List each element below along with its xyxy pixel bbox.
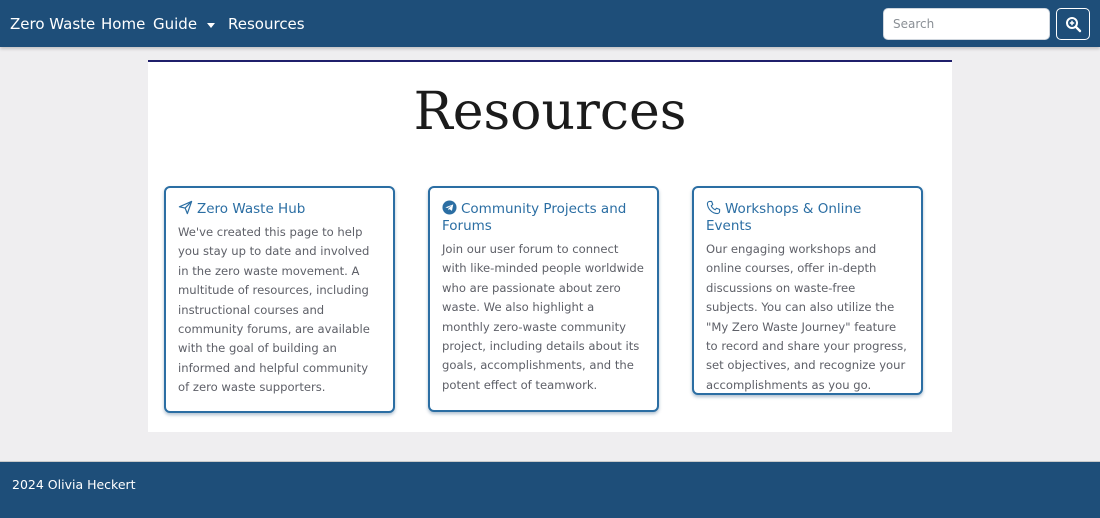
page-footer (0, 461, 1100, 518)
card-title-text: Workshops & Online Events (706, 201, 862, 234)
card-description: We've created this page to help you stay up to date and involved in the zero waste movement. A multitude of resources, including instructional courses and community forums, are available with the goal of building an informed and helpful community of zero waste supporters. (178, 225, 370, 395)
card-title (442, 200, 645, 235)
caret-down-icon[interactable] (204, 17, 218, 31)
paper-plane-icon (178, 200, 193, 215)
telegram-icon (442, 200, 457, 215)
nav-resources-link[interactable]: Resources (228, 15, 305, 33)
brand-link[interactable]: Zero Waste (10, 15, 96, 33)
card-title-text: Community Projects and Forums (442, 201, 627, 234)
search-input[interactable] (883, 8, 1050, 40)
card-workshops-events (692, 186, 923, 395)
footer-copyright: 2024 Olivia Heckert (12, 477, 136, 492)
top-navbar (0, 0, 1100, 47)
card-zero-waste-hub (164, 186, 395, 413)
card-title-text: Zero Waste Hub (197, 201, 306, 217)
card-title (706, 200, 909, 235)
card-community-projects (428, 186, 659, 412)
phone-icon (706, 200, 721, 215)
card-description: Our engaging workshops and online courses, offer in-depth discussions on waste-free subjects. You can also utilize the "My Zero Waste Journey" feature to record and share your progress, set objectives, and recognize your accomplishments as you go. (706, 242, 907, 392)
resources-panel (148, 60, 952, 432)
nav-guide-link[interactable]: Guide (153, 15, 198, 33)
nav-home-link[interactable]: Home (101, 15, 146, 33)
page-title: Resources (413, 82, 687, 142)
card-description: Join our user forum to connect with like-minded people worldwide who are passionate about zero waste. We also highlight a monthly zero-waste community project, including details about its goals, accomplishments, and the potent effect of teamwork. (442, 242, 644, 392)
card-title (178, 200, 381, 218)
search-button[interactable] (1056, 8, 1090, 40)
